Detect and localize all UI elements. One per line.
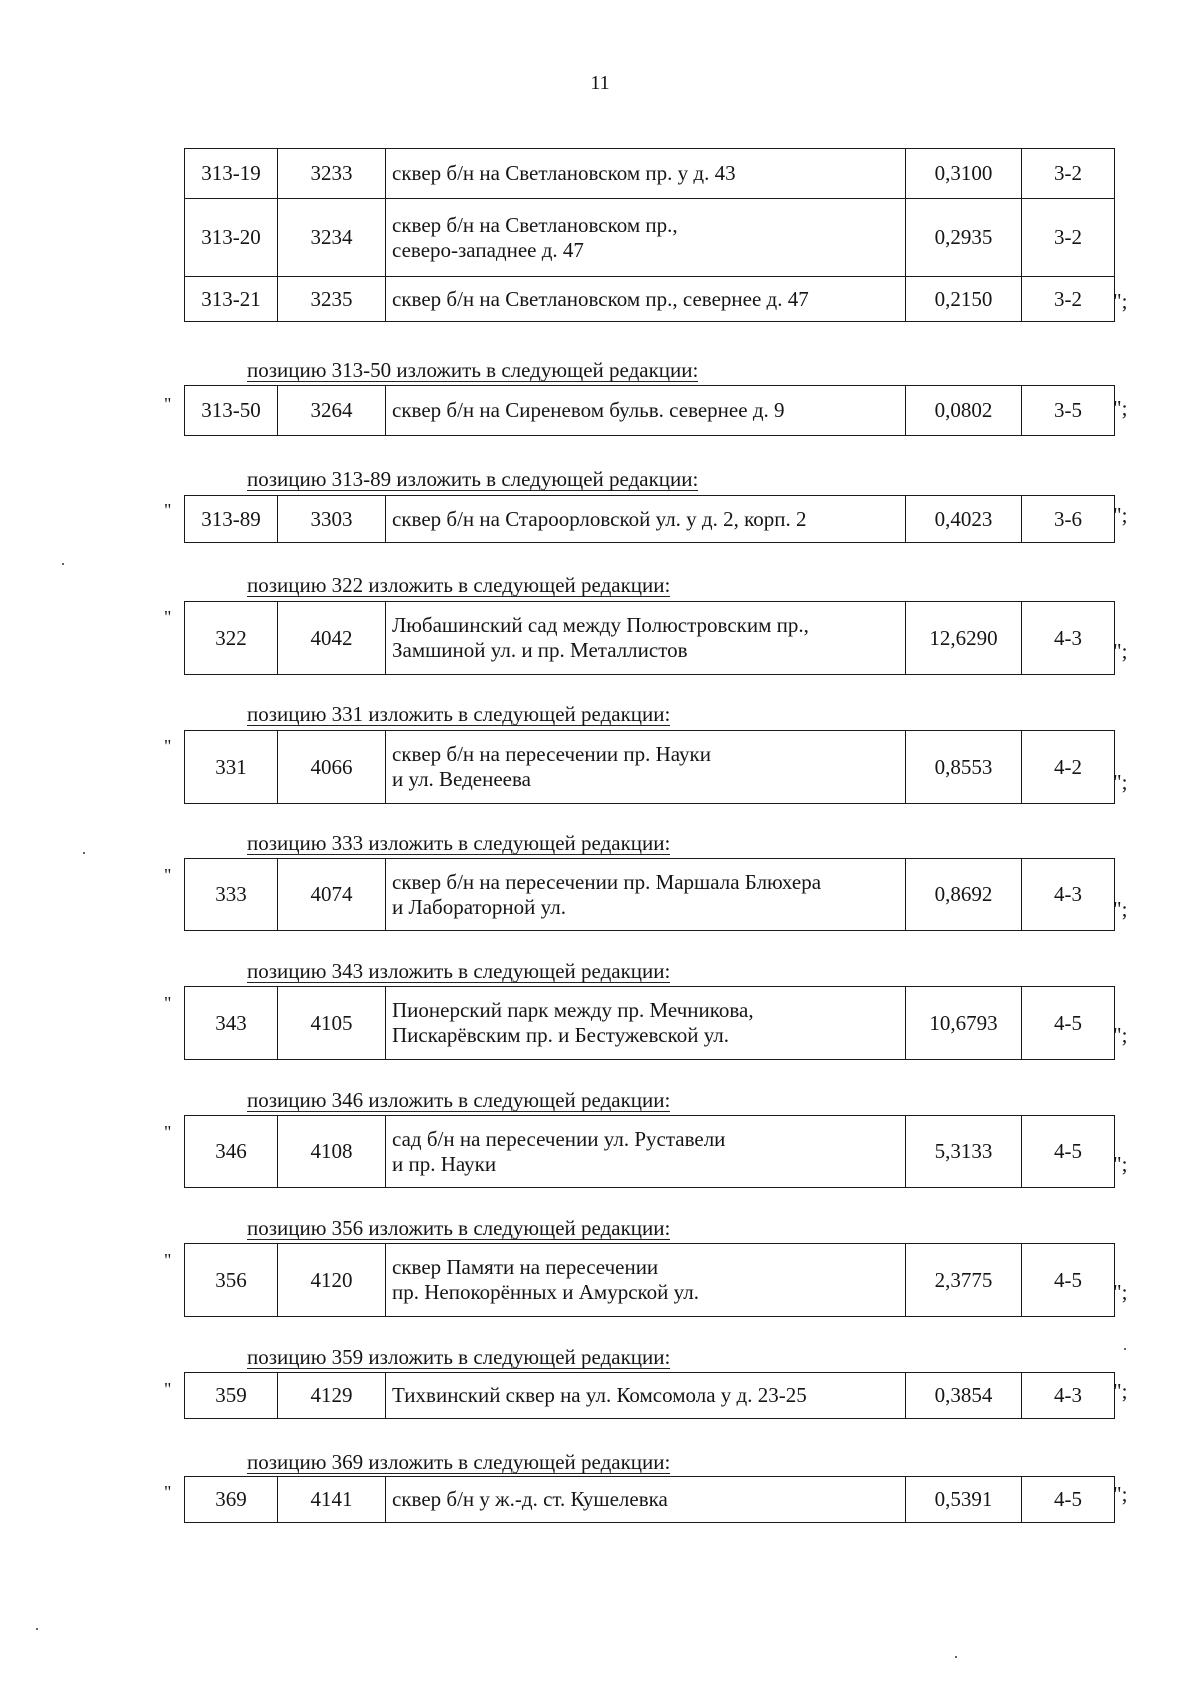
area-value: 0,5391 <box>906 1477 1022 1523</box>
object-name: Пионерский парк между пр. Мечникова, Пискарёвским пр. и Бестужевской ул. <box>386 987 906 1060</box>
table-row <box>185 987 1115 1060</box>
area-value: 0,2935 <box>906 199 1022 277</box>
object-name: сквер б/н на Светлановском пр., севернее д. 47 <box>386 277 906 322</box>
scan-speck <box>83 852 85 854</box>
closing-quote: "; <box>1113 897 1128 921</box>
object-code: 4074 <box>278 859 386 931</box>
amendment-intro: позицию 356 изложить в следующей редакции: <box>247 1216 671 1240</box>
scan-speck <box>36 1628 38 1630</box>
object-code: 3234 <box>278 199 386 277</box>
table-row <box>185 859 1115 931</box>
opening-quote: " <box>164 394 172 414</box>
object-code: 4108 <box>278 1116 386 1188</box>
opening-quote: " <box>164 865 172 885</box>
page-number: 11 <box>590 72 610 94</box>
category-code: 4-3 <box>1022 602 1115 675</box>
opening-quote: " <box>164 500 172 520</box>
area-value: 0,4023 <box>906 496 1022 543</box>
category-code: 4-5 <box>1022 1244 1115 1317</box>
object-code: 4066 <box>278 731 386 804</box>
object-code: 4105 <box>278 987 386 1060</box>
area-value: 0,3100 <box>906 149 1022 199</box>
first-table <box>184 148 1115 322</box>
closing-quote: "; <box>1113 1482 1128 1506</box>
amendment-intro: позицию 313-89 изложить в следующей редакции: <box>247 467 699 491</box>
category-code: 4-3 <box>1022 859 1115 931</box>
closing-quote: "; <box>1113 1280 1128 1304</box>
object-code: 4120 <box>278 1244 386 1317</box>
scan-speck <box>62 563 64 565</box>
category-code: 4-5 <box>1022 1116 1115 1188</box>
opening-quote: " <box>164 736 172 756</box>
object-name: сквер б/н на Светлановском пр., северо-западнее д. 47 <box>386 199 906 277</box>
object-name: сквер б/н на Староорловской ул. у д. 2, корп. 2 <box>386 496 906 543</box>
object-code: 4141 <box>278 1477 386 1523</box>
amendment-table <box>184 730 1115 804</box>
category-code: 3-2 <box>1022 199 1115 277</box>
amendment-table <box>184 858 1115 931</box>
closing-quote: "; <box>1113 639 1128 663</box>
closing-quote: "; <box>1113 396 1128 420</box>
amendment-table <box>184 1115 1115 1188</box>
opening-quote: " <box>164 1122 172 1142</box>
object-name: сквер б/н на пересечении пр. Науки и ул. Веденеева <box>386 731 906 804</box>
amendment-intro: позицию 369 изложить в следующей редакции: <box>247 1450 671 1474</box>
closing-quote: "; <box>1113 770 1128 794</box>
table-row <box>185 731 1115 804</box>
position-number: 356 <box>185 1244 278 1317</box>
object-name: сквер б/н на пересечении пр. Маршала Блюхера и Лабораторной ул. <box>386 859 906 931</box>
table-row <box>185 1373 1115 1419</box>
category-code: 3-2 <box>1022 277 1115 322</box>
amendment-table <box>184 601 1115 675</box>
position-number: 333 <box>185 859 278 931</box>
category-code: 3-6 <box>1022 496 1115 543</box>
table-row <box>185 1477 1115 1523</box>
category-code: 4-3 <box>1022 1373 1115 1419</box>
amendment-table <box>184 986 1115 1060</box>
position-number: 331 <box>185 731 278 804</box>
opening-quote: " <box>164 1250 172 1270</box>
object-code: 4129 <box>278 1373 386 1419</box>
amendment-intro: позицию 331 изложить в следующей редакции: <box>247 702 671 726</box>
opening-quote: " <box>164 993 172 1013</box>
object-name: сквер б/н на Сиреневом бульв. севернее д. 9 <box>386 386 906 436</box>
object-code: 3233 <box>278 149 386 199</box>
object-name: Тихвинский сквер на ул. Комсомола у д. 23-25 <box>386 1373 906 1419</box>
amendment-intro: позицию 313-50 изложить в следующей редакции: <box>247 358 699 382</box>
category-code: 4-2 <box>1022 731 1115 804</box>
area-value: 0,2150 <box>906 277 1022 322</box>
object-name: сад б/н на пересечении ул. Руставели и пр. Науки <box>386 1116 906 1188</box>
amendment-intro: позицию 333 изложить в следующей редакции: <box>247 831 671 855</box>
closing-quote: "; <box>1113 1023 1128 1047</box>
opening-quote: " <box>164 607 172 627</box>
position-number: 313-89 <box>185 496 278 543</box>
position-number: 322 <box>185 602 278 675</box>
position-number: 369 <box>185 1477 278 1523</box>
position-number: 359 <box>185 1373 278 1419</box>
scan-speck <box>1124 1348 1126 1350</box>
amendment-intro: позицию 346 изложить в следующей редакции: <box>247 1088 671 1112</box>
scan-speck <box>955 1656 957 1658</box>
object-name: Любашинский сад между Полюстровским пр., Замшиной ул. и пр. Металлистов <box>386 602 906 675</box>
area-value: 0,8692 <box>906 859 1022 931</box>
closing-quote: "; <box>1113 289 1128 313</box>
table-row <box>185 277 1115 322</box>
amendment-table <box>184 385 1115 436</box>
object-name: сквер б/н на Светлановском пр. у д. 43 <box>386 149 906 199</box>
amendment-intro: позицию 343 изложить в следующей редакции: <box>247 959 671 983</box>
amendment-intro: позицию 322 изложить в следующей редакции: <box>247 573 671 597</box>
category-code: 3-5 <box>1022 386 1115 436</box>
amendment-table <box>184 1476 1115 1523</box>
closing-quote: "; <box>1113 1152 1128 1176</box>
closing-quote: "; <box>1113 1379 1128 1403</box>
area-value: 2,3775 <box>906 1244 1022 1317</box>
position-number: 346 <box>185 1116 278 1188</box>
area-value: 0,8553 <box>906 731 1022 804</box>
amendment-table <box>184 1243 1115 1317</box>
position-number: 343 <box>185 987 278 1060</box>
area-value: 10,6793 <box>906 987 1022 1060</box>
category-code: 4-5 <box>1022 1477 1115 1523</box>
category-code: 4-5 <box>1022 987 1115 1060</box>
table-row <box>185 1244 1115 1317</box>
table-row <box>185 1116 1115 1188</box>
object-code: 3264 <box>278 386 386 436</box>
closing-quote: "; <box>1113 503 1128 527</box>
object-name: сквер б/н у ж.-д. ст. Кушелевка <box>386 1477 906 1523</box>
opening-quote: " <box>164 1379 172 1399</box>
object-code: 3235 <box>278 277 386 322</box>
table-row <box>185 496 1115 543</box>
object-code: 3303 <box>278 496 386 543</box>
area-value: 12,6290 <box>906 602 1022 675</box>
table-row <box>185 386 1115 436</box>
position-number: 313-21 <box>185 277 278 322</box>
category-code: 3-2 <box>1022 149 1115 199</box>
opening-quote: " <box>164 1482 172 1502</box>
position-number: 313-50 <box>185 386 278 436</box>
area-value: 0,0802 <box>906 386 1022 436</box>
object-name: сквер Памяти на пересечении пр. Непокорённых и Амурской ул. <box>386 1244 906 1317</box>
table-row <box>185 149 1115 199</box>
position-number: 313-20 <box>185 199 278 277</box>
area-value: 0,3854 <box>906 1373 1022 1419</box>
amendment-table <box>184 1372 1115 1419</box>
table-row <box>185 602 1115 675</box>
amendment-table <box>184 495 1115 543</box>
table-row <box>185 199 1115 277</box>
position-number: 313-19 <box>185 149 278 199</box>
area-value: 5,3133 <box>906 1116 1022 1188</box>
amendment-intro: позицию 359 изложить в следующей редакции: <box>247 1345 671 1369</box>
object-code: 4042 <box>278 602 386 675</box>
